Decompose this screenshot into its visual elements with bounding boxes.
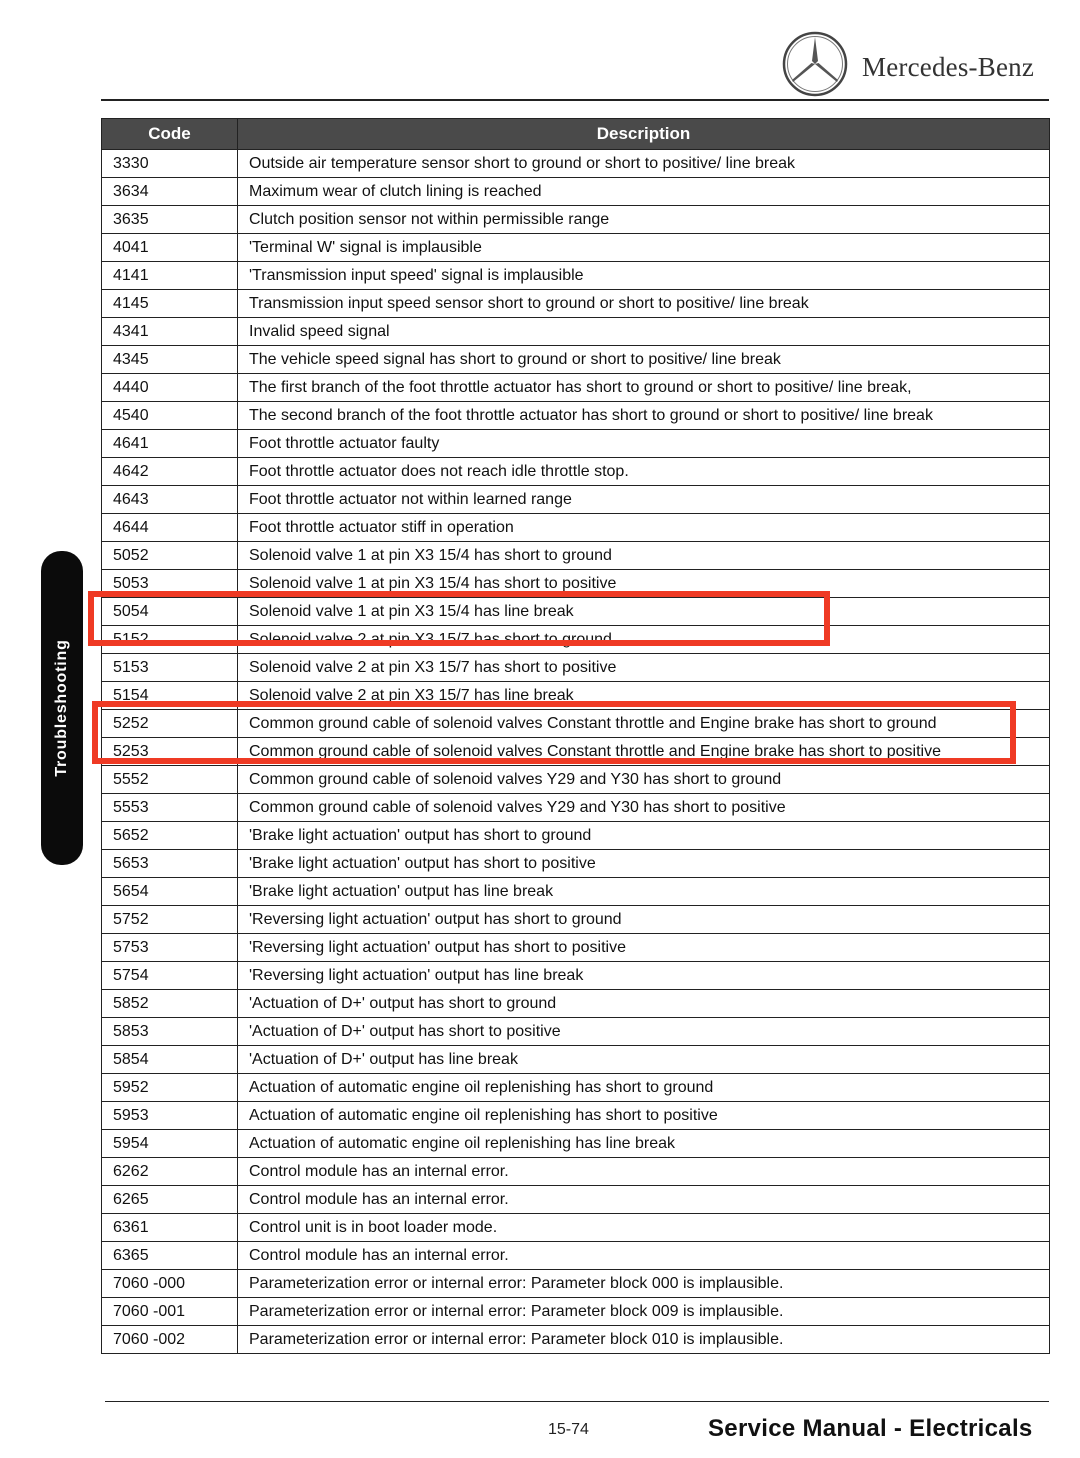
code-cell: 5552 (102, 766, 238, 794)
table-row (102, 850, 1050, 878)
description-cell: Transmission input speed sensor short to ground or short to positive/ line break (238, 290, 1050, 318)
footer-rule (105, 1401, 1049, 1402)
description-cell: The second branch of the foot throttle actuator has short to ground or short to positive/ line break (238, 402, 1050, 430)
code-cell: 5154 (102, 682, 238, 710)
code-cell: 5953 (102, 1102, 238, 1130)
code-cell: 5754 (102, 962, 238, 990)
code-cell: 7060 -000 (102, 1270, 238, 1298)
description-cell: Common ground cable of solenoid valves Y29 and Y30 has short to ground (238, 766, 1050, 794)
description-cell: Actuation of automatic engine oil replenishing has short to ground (238, 1074, 1050, 1102)
code-cell: 5653 (102, 850, 238, 878)
table-row (102, 430, 1050, 458)
code-cell: 4644 (102, 514, 238, 542)
description-cell: Maximum wear of clutch lining is reached (238, 178, 1050, 206)
code-cell: 5853 (102, 1018, 238, 1046)
table-row (102, 234, 1050, 262)
code-cell: 7060 -001 (102, 1298, 238, 1326)
table-row (102, 374, 1050, 402)
code-cell: 5954 (102, 1130, 238, 1158)
description-cell: 'Actuation of D+' output has short to positive (238, 1018, 1050, 1046)
description-cell: Control module has an internal error. (238, 1186, 1050, 1214)
table-row (102, 822, 1050, 850)
code-cell: 5053 (102, 570, 238, 598)
code-cell: 3634 (102, 178, 238, 206)
code-cell: 5952 (102, 1074, 238, 1102)
code-cell: 4641 (102, 430, 238, 458)
column-header-code: Code (102, 119, 238, 150)
code-cell: 5153 (102, 654, 238, 682)
code-cell: 6361 (102, 1214, 238, 1242)
mercedes-star-logo-icon (781, 30, 849, 98)
table-row (102, 990, 1050, 1018)
description-cell: Solenoid valve 2 at pin X3 15/7 has short to ground (238, 626, 1050, 654)
description-cell: 'Actuation of D+' output has line break (238, 1046, 1050, 1074)
table-row (102, 178, 1050, 206)
code-cell: 5852 (102, 990, 238, 1018)
code-cell: 4345 (102, 346, 238, 374)
description-cell: Actuation of automatic engine oil replenishing has short to positive (238, 1102, 1050, 1130)
code-cell: 4141 (102, 262, 238, 290)
code-cell: 4440 (102, 374, 238, 402)
table-row (102, 1214, 1050, 1242)
table-row (102, 346, 1050, 374)
table-row (102, 514, 1050, 542)
code-cell: 4643 (102, 486, 238, 514)
code-cell: 5054 (102, 598, 238, 626)
table-row (102, 290, 1050, 318)
code-cell: 5854 (102, 1046, 238, 1074)
table-row (102, 1186, 1050, 1214)
code-cell: 4145 (102, 290, 238, 318)
table-row (102, 262, 1050, 290)
description-cell: The vehicle speed signal has short to ground or short to positive/ line break (238, 346, 1050, 374)
description-cell: Foot throttle actuator not within learned range (238, 486, 1050, 514)
brand-name: Mercedes-Benz (862, 52, 1035, 82)
description-cell: Invalid speed signal (238, 318, 1050, 346)
table-row (102, 486, 1050, 514)
code-cell: 5553 (102, 794, 238, 822)
code-cell: 5752 (102, 906, 238, 934)
table-row (102, 934, 1050, 962)
code-cell: 4041 (102, 234, 238, 262)
table-row (102, 206, 1050, 234)
code-cell: 5654 (102, 878, 238, 906)
description-cell: Control module has an internal error. (238, 1158, 1050, 1186)
table-row (102, 458, 1050, 486)
table-row (102, 402, 1050, 430)
code-cell: 6262 (102, 1158, 238, 1186)
table-row (102, 906, 1050, 934)
description-cell: Parameterization error or internal error: Parameter block 009 is implausible. (238, 1298, 1050, 1326)
code-cell: 4642 (102, 458, 238, 486)
description-cell: Foot throttle actuator faulty (238, 430, 1050, 458)
code-cell: 5052 (102, 542, 238, 570)
table-row (102, 1326, 1050, 1354)
table-row (102, 878, 1050, 906)
code-cell: 7060 -002 (102, 1326, 238, 1354)
code-cell: 5652 (102, 822, 238, 850)
table-row (102, 766, 1050, 794)
description-cell: 'Transmission input speed' signal is implausible (238, 262, 1050, 290)
description-cell: Control unit is in boot loader mode. (238, 1214, 1050, 1242)
highlight-box-5252 (92, 701, 1016, 764)
table-row (102, 1102, 1050, 1130)
description-cell: Solenoid valve 2 at pin X3 15/7 has line break (238, 682, 1050, 710)
section-tab-label: Troubleshooting (53, 639, 70, 777)
code-cell: 3635 (102, 206, 238, 234)
description-cell: Actuation of automatic engine oil replenishing has line break (238, 1130, 1050, 1158)
description-cell: Common ground cable of solenoid valves Constant throttle and Engine brake has short to ground (238, 710, 1050, 738)
description-cell: Common ground cable of solenoid valves Constant throttle and Engine brake has short to positive (238, 738, 1050, 766)
description-cell: Solenoid valve 1 at pin X3 15/4 has line break (238, 598, 1050, 626)
code-cell: 4341 (102, 318, 238, 346)
table-row (102, 1242, 1050, 1270)
description-cell: Solenoid valve 2 at pin X3 15/7 has short to positive (238, 654, 1050, 682)
table-row (102, 318, 1050, 346)
description-cell: 'Reversing light actuation' output has short to positive (238, 934, 1050, 962)
description-cell: Solenoid valve 1 at pin X3 15/4 has short to positive (238, 570, 1050, 598)
description-cell: 'Reversing light actuation' output has line break (238, 962, 1050, 990)
code-cell: 6265 (102, 1186, 238, 1214)
description-cell: The first branch of the foot throttle actuator has short to ground or short to positive/ line break, (238, 374, 1050, 402)
column-header-description: Description (238, 119, 1050, 150)
table-row (102, 1074, 1050, 1102)
table-row (102, 1018, 1050, 1046)
table-row (102, 654, 1050, 682)
header-rule (101, 99, 1049, 101)
table-row (102, 1158, 1050, 1186)
table-header-row (102, 119, 1050, 150)
description-cell: Solenoid valve 1 at pin X3 15/4 has short to ground (238, 542, 1050, 570)
description-cell: Clutch position sensor not within permissible range (238, 206, 1050, 234)
section-tab (41, 551, 83, 865)
code-cell: 5152 (102, 626, 238, 654)
description-cell: Foot throttle actuator does not reach idle throttle stop. (238, 458, 1050, 486)
description-cell: Parameterization error or internal error: Parameter block 000 is implausible. (238, 1270, 1050, 1298)
description-cell: Foot throttle actuator stiff in operation (238, 514, 1050, 542)
manual-title: Service Manual - Electricals (708, 1415, 1033, 1442)
description-cell: 'Brake light actuation' output has short to positive (238, 850, 1050, 878)
code-cell: 5252 (102, 710, 238, 738)
description-cell: 'Actuation of D+' output has short to ground (238, 990, 1050, 1018)
code-cell: 3330 (102, 150, 238, 178)
code-cell: 6365 (102, 1242, 238, 1270)
table-row (102, 1130, 1050, 1158)
table-row (102, 150, 1050, 178)
table-row (102, 1298, 1050, 1326)
description-cell: 'Terminal W' signal is implausible (238, 234, 1050, 262)
description-cell: Control module has an internal error. (238, 1242, 1050, 1270)
table-row (102, 794, 1050, 822)
code-cell: 4540 (102, 402, 238, 430)
description-cell: 'Brake light actuation' output has line break (238, 878, 1050, 906)
page-number: 15-74 (548, 1421, 589, 1438)
description-cell: 'Brake light actuation' output has short to ground (238, 822, 1050, 850)
table-row (102, 1046, 1050, 1074)
highlight-box-5054 (88, 591, 830, 646)
description-cell: 'Reversing light actuation' output has short to ground (238, 906, 1050, 934)
table-row (102, 542, 1050, 570)
table-row (102, 1270, 1050, 1298)
code-cell: 5753 (102, 934, 238, 962)
description-cell: Parameterization error or internal error: Parameter block 010 is implausible. (238, 1326, 1050, 1354)
code-cell: 5253 (102, 738, 238, 766)
description-cell: Common ground cable of solenoid valves Y29 and Y30 has short to positive (238, 794, 1050, 822)
table-row (102, 962, 1050, 990)
description-cell: Outside air temperature sensor short to ground or short to positive/ line break (238, 150, 1050, 178)
